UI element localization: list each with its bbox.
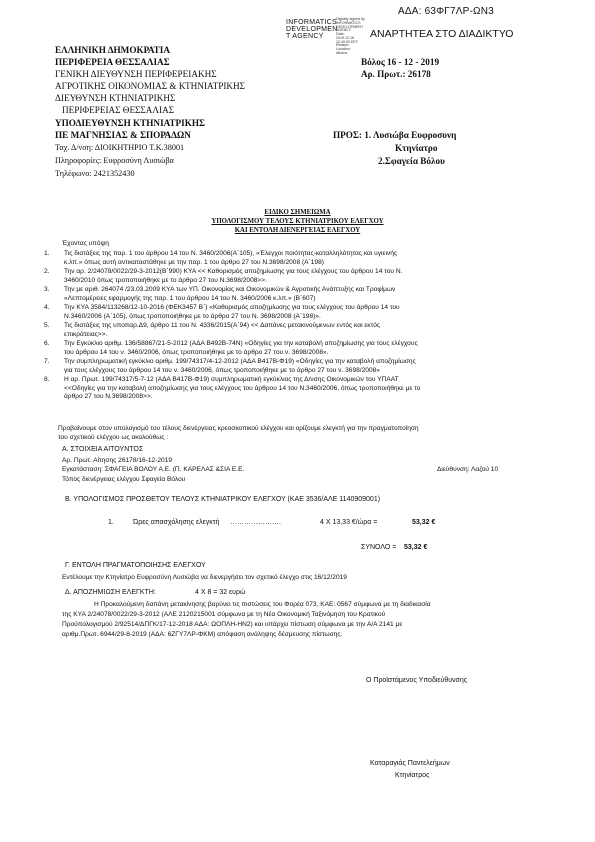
header-line-7: ΥΠΟΔΙΕΥΘΥΝΣΗ ΚΤΗΝΙΑΤΡΙΚΗΣ [55,118,205,128]
title-line-3: ΚΑΙ ΕΝΤΟΛΗ ΔΙΕΝΕΡΓΕΙΑΣ ΕΛΕΓΧΟΥ [234,227,361,234]
item-line: Τις διατάξεις της παρ. 1 του άρθρου 14 του Ν. 3460/2006(Α΄105), «Έλεγχοι ποιότητας-καταλληλότητας και υγιεινής [64,250,398,257]
item-number: 2. [44,268,50,275]
proceed-line-2: του σχετικού ελέγχου ως ακολούθως : [58,434,169,441]
header-address: Ταχ. Δ/νση: ΔΙΟΙΚΗΤΗΡΙΟ Τ.Κ.38001 [55,143,185,152]
section-b-total-value: 53,32 € [404,544,428,551]
intro-text: Έχοντας υπόψη [62,240,109,247]
item-number: 6. [44,340,50,347]
anartitea-label: ΑΝΑΡΤΗΤΕΑ ΣΤΟ ΔΙΑΔΙΚΤΥΟ [370,28,514,40]
sig-line: 12:40:00 EET [336,39,358,44]
item-line: του άρθρου 14 του ν. 3460/2006, όπως τροποποιήθηκε με το άρθρο 27 του ν. 3698/2008». [64,348,329,356]
item-number: 7. [44,358,50,365]
document-protocol: Αρ. Πρωτ.: 26178 [361,69,431,79]
section-b-row-value: 53,32 € [412,519,436,526]
title-line-2: ΥΠΟΛΟΓΙΣΜΟΥ ΤΕΛΟΥΣ ΚΤΗΝΙΑΤΡΙΚΟΥ ΕΛΕΓΧΟΥ [211,218,384,225]
section-b-row-dots: …………………. [230,519,281,526]
sig-line: 2019.12.16 [336,35,354,40]
section-c-text: Εντέλουμε την Κτηνίατρο Ευφροσύνη Λυσιώβα να διενεργήσει τον σχετικό έλεγχο στις 16/12/2019 [62,574,347,581]
sig-line: Reason: [336,43,350,48]
item-number: 4. [44,304,50,311]
item-line: Την Εγκύκλιο αριθμ. 136/58867/21-5-2012 (ΑΔΑ Β492Β-74Ν) «Οδηγίες για την καταβολή αποζημίωσης για τους ελέγχους [64,340,418,347]
title-line-1: ΕΙΔΙΚΟ ΣΗΜΕΙΩΜΑ [264,209,331,216]
section-b-row-number: 1. [108,519,114,526]
section-b-row-label: Ώρες απασχόλησης ελεγκτή [133,519,220,526]
digital-signature-block [336,18,365,56]
item-line: Τις διατάξεις της υποπαρ.Δ9, άρθρο 11 του Ν. 4336/2015(Α΄94) << Δαπάνες μετακινούμενων εντός και εκτός [64,322,381,329]
header-line-4: ΑΓΡΟΤΙΚΗΣ ΟΙΚΟΝΟΜΙΑΣ & ΚΤΗΝΙΑΤΡΙΚΗΣ [55,81,246,91]
header-line-2: ΠΕΡΙΦΕΡΕΙΑ ΘΕΣΣΑΛΙΑΣ [55,57,170,67]
ada-code: ΑΔΑ: 63ΦΓ7ΛΡ-ΩΝ3 [398,6,494,17]
header-line-3: ΓΕΝΙΚΗ ΔΙΕΥΘΥΝΣΗ ΠΕΡΙΦΕΡΕΙΑΚΗΣ [55,69,217,79]
header-line-5: ΔΙΕΥΘΥΝΣΗ ΚΤΗΝΙΑΤΡΙΚΗΣ [55,93,176,103]
item-number: 1. [44,250,50,257]
document-date: Βόλος 16 - 12 - 2019 [361,57,440,67]
item-line: «Λεπτομέρειες εφαρμογής της παρ. 1 του άρθρου 14 του Ν. 3460/2006 κ.λπ.» (Β΄607) [64,294,316,302]
section-c-title: Γ. ΕΝΤΟΛΗ ΠΡΑΓΜΑΤΟΠΟΙΗΣΗΣ ΕΛΕΓΧΟΥ [65,562,206,569]
item-line: Η αρ. Πρωτ. 199/74317/5-7-12 (ΑΔΑ Β417Β-Φ19) συμπληρωματική εγκύκλιος της Δ/νσης Οικονομικών του ΥΠΑΑΤ [64,376,399,383]
item-line: Ν.3460/2006 (Α΄105), όπως τροποποιήθηκε με το άρθρο 27 του Ν. 3698/2008 (Α΄198)». [64,312,321,320]
list-item [44,358,564,376]
list-item [44,376,564,402]
section-b-title: Β. ΥΠΟΛΟΓΙΣΜΟΣ ΠΡΟΣΘΕΤΟΥ ΤΕΛΟΥΣ ΚΤΗΝΙΑΤΡΙΚΟΥ ΕΛΕΓΧΟΥ (ΚΑΕ 3536/ΑΛΕ 1140909001) [65,496,381,503]
informatics-line-3: T AGENCY [286,33,324,40]
section-d-calc: 4 Χ 8 = 32 ευρώ [195,589,246,596]
signature-role: Κτηνίατρος [395,772,430,779]
section-a-title: Α. ΣΤΟΙΧΕΙΑ ΑΙΤΟΥΝΤΟΣ [62,446,144,453]
recipient-1-role: Κτηνίατρο [395,143,438,153]
item-line: επικράτειας>>. [64,330,108,338]
item-line: κ.λπ.» όπως αυτή αντικαταστάθηκε με την παρ. 1 του άρθρο 27 του Ν.3698/2008 (Α΄198) [64,258,324,266]
item-line: άρθρο 27 του Ν.3698/2008>>. [64,393,153,400]
sig-line: Location: [336,47,351,52]
list-item [44,304,564,322]
item-number: 8. [44,376,50,383]
signature-head: Ο Προϊστάμενος Υποδιεύθυνσης [366,677,468,684]
section-a-request: Αρ. Πρωτ. Αίτησης 26178/16-12-2019 [62,457,173,464]
section-d-title: Δ. ΑΠΟΖΗΜΙΩΣΗ ΕΛΕΓΚΤΗ: [65,589,156,596]
section-a-address: Διεύθυνση: Λαζού 10 [437,466,499,473]
informatics-line-2: DEVELOPMEN [286,26,338,33]
list-item [44,268,564,286]
item-line: για τους ελέγχους του άρθρου 14 του ν. 3460/2006, όπως τροποποιήθηκε με το άρθρο 27 του ν. 3698/2008» [64,366,380,374]
section-b-row-calc: 4 Χ 13,33 €/ώρα = [320,519,378,526]
informatics-logo-text [286,19,338,40]
section-d-line-2: της ΚΥΑ 2/24078/0022/29-3-2012 (ΑΛΕ 2120215001 σύμφωνα με τη Νέα Οικονομική Ταξινόμηση του Κρατικού [62,611,386,618]
item-line: Την συμπληρωματική εγκύκλιο αριθμ. 199/74317/4-12-2012 (ΑΔΑ Β417Β-Φ19) «Οδηγίες για την καταβολή αποζημίωσης [64,358,416,365]
header-line-8: ΠΕ ΜΑΓΝΗΣΙΑΣ & ΣΠΟΡΑΔΩΝ [55,130,191,140]
sig-line: Date: [336,32,345,37]
proceed-line-1: Προβαίνουμε στον υπολογισμό του τέλους διενέργειας κρεοσκοπικού ελέγχου και ορίζουμε ελεγκτή για την πραγματοποίηση [58,425,419,432]
recipient-2: 2.Σφαγεία Βόλου [378,156,445,166]
item-line: 3460/2010 όπως τροποποιήθηκε με το άρθρο 27 του Ν.3698/2008>>. [64,276,267,284]
section-a-facility: Εγκατάσταση: ΣΦΑΓΕΙΑ ΒΟΛΟΥ Α.Ε. (Π. ΚΑΡΕΛΑΣ &ΣΙΑ Ε.Ε. [62,466,245,473]
informatics-line-1: INFORMATICS [286,19,338,26]
section-d-line-3: Προϋπολογισμού 2/92514/ΔΠΓΚ/17-12-2018 ΑΔΑ: ΩΟΠΛΗ-ΗΝ2) και υπάρχει πίστωση σύμφωνα με την Α/Α 2141 με [62,621,403,628]
list-item [44,340,564,358]
considerations-list [44,250,564,402]
item-line: Την με αριθ. 264074 /23.03.2009 ΚΥΑ των ΥΠ. Οικονομίας και Οικονομικών & Αγροτικής Ανάπτυξης και Τροφίμων [64,286,396,293]
item-line: Την αρ. 2/24078/0022/29-3-2012(Β΄990) ΚΥΑ << Καθορισμός αποζημίωσης για τους ελέγχους του άρθρου 14 του Ν. [64,268,403,275]
section-a-place: Τόπος διενέργειας ελέγχου Σφαγεία Βόλου [62,476,186,483]
sig-line: AGENCY [336,28,352,33]
list-item [44,322,564,340]
item-number: 5. [44,322,50,329]
section-d-line-4: αριθμ.Πρωτ. 6944/29-8-2019 (ΑΔΑ: 6ΖΓΥ7ΛΡ-ΦΚΜ) απόφαση ανάληψης δέσμευσης πίστωσης. [62,631,343,638]
header-info: Πληροφορίες: Ευφροσύνη Λυσιώβα [55,156,174,165]
header-line-6: ΠΕΡΙΦΕΡΕΙΑΣ ΘΕΣΣΑΛΙΑΣ [62,105,175,115]
section-d-line-1: Η Προκαλούμενη δαπάνη μετακίνησης βαρύνει τις πιστώσεις του Φορέα 073, ΚΑΕ: 0567 σύμφωνα με τη διαδικασία [94,601,431,608]
list-item [44,286,564,304]
sig-line: Athens [336,50,348,55]
recipient-1: ΠΡΟΣ: 1. Λυσιώβα Ευφροσυνη [333,130,457,140]
list-item [44,250,564,268]
header-phone: Τηλέφωνο: 2421352430 [55,169,135,178]
sig-line: DEVELOPMENT [336,24,364,29]
item-line: <<Οδηγίες για την καταβολή αποζημίωσης για τους ελέγχους του άρθρου 14 του Ν.3460/2006, όπως τροποποιήθηκε με το [64,384,421,392]
header-line-1: ΕΛΛΗΝΙΚΗ ΔΗΜΟΚΡΑΤΙΑ [55,45,170,55]
item-line: Την ΚΥΑ 3584/113268/12-10-2016 (ΦΕΚ3457 Β΄) «Καθορισμός αποζημίωσης για τους ελέγχους του άρθρου 14 του [64,304,400,311]
signature-name: Καταραγιάς Παντελεήμων [370,760,450,767]
section-b-total-label: ΣΥΝΟΛΟ = [361,544,397,551]
sig-line: INFORMATICS [336,20,361,25]
sig-line: Digitally signed by [336,17,365,21]
item-number: 3. [44,286,50,293]
